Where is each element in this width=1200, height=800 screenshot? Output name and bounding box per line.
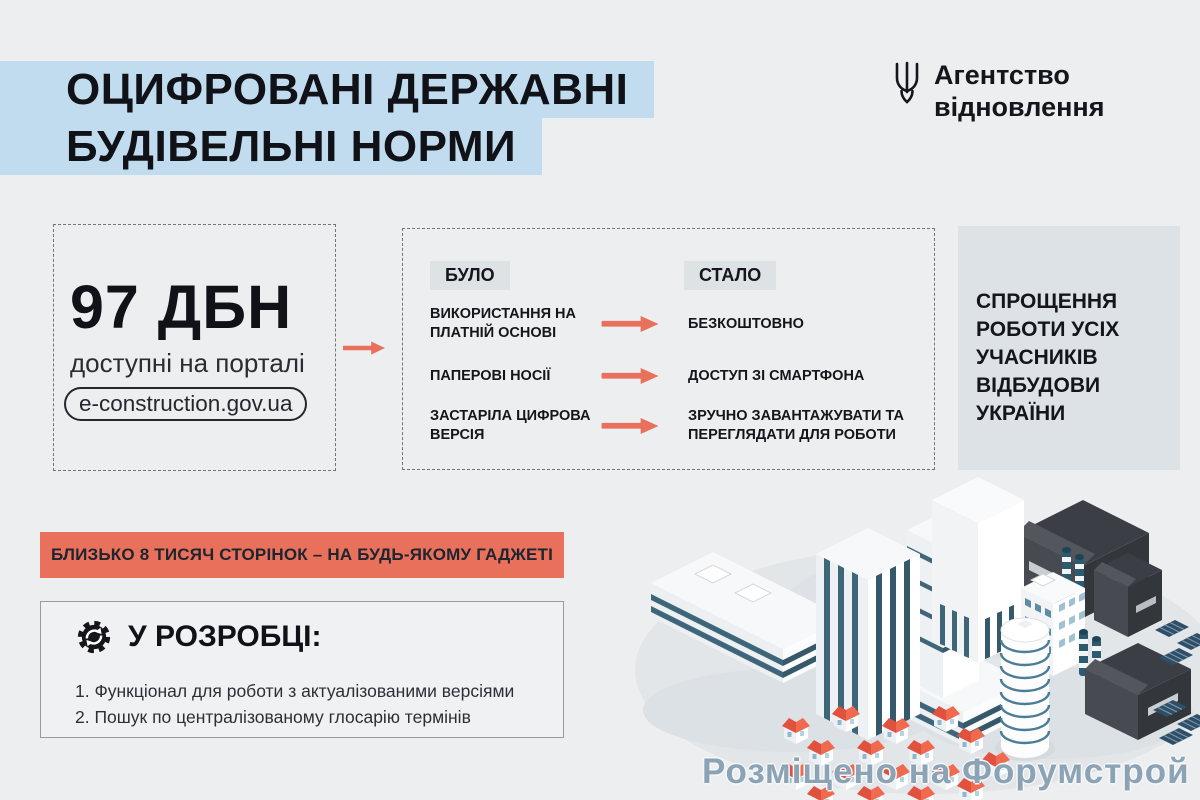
agency-name bbox=[934, 60, 1104, 123]
watermark: Розміщено на Форумстрой bbox=[702, 752, 1190, 791]
ukraine-trident-icon bbox=[892, 60, 922, 113]
agency-name-line2: відновлення bbox=[934, 91, 1105, 122]
after-text: ДОСТУП ЗІ СМАРТФОНА bbox=[688, 367, 865, 384]
agency-name-line1: Агентство bbox=[934, 60, 1070, 90]
portal-url-link[interactable]: e-construction.gov.ua bbox=[64, 387, 307, 421]
benefit-line: УКРАЇНИ bbox=[976, 401, 1066, 425]
dev-list-item: 2. Пошук по централізованому глосарію термінів bbox=[75, 707, 471, 728]
comparison-box bbox=[402, 228, 935, 470]
right-arrow-icon bbox=[600, 316, 660, 332]
in-development-header bbox=[75, 618, 322, 656]
city-illustration bbox=[633, 458, 1200, 800]
before-text: ПАПЕРОВІ НОСІЇ bbox=[430, 367, 551, 384]
stat-count: 97 ДБН bbox=[70, 273, 293, 341]
comparison-row bbox=[430, 403, 922, 449]
after-text: БЕЗКОШТОВНО bbox=[688, 315, 804, 332]
benefit-line: ВІДБУДОВИ bbox=[976, 373, 1101, 397]
comparison-row bbox=[430, 353, 922, 399]
in-development-title: У РОЗРОБЦІ: bbox=[128, 620, 322, 653]
benefit-line: РОБОТИ УСІХ bbox=[976, 317, 1120, 341]
comparison-row bbox=[430, 301, 922, 347]
in-development-box bbox=[40, 601, 564, 738]
agency-logo bbox=[892, 60, 1104, 123]
before-text: ВИКОРИСТАННЯ НА ПЛАТНІЙ ОСНОВІ bbox=[430, 306, 576, 341]
page-title-line1: ОЦИФРОВАНІ ДЕРЖАВНІ bbox=[0, 61, 654, 118]
striped-tower bbox=[816, 528, 920, 740]
page-title-line2: БУДІВЕЛЬНІ НОРМИ bbox=[0, 118, 542, 175]
benefit-line: СПРОЩЕННЯ bbox=[976, 290, 1118, 313]
gear-sync-icon bbox=[75, 618, 113, 656]
dev-list-item: 1. Функціонал для роботи з актуалізованими версіями bbox=[75, 681, 515, 701]
right-arrow-icon bbox=[343, 338, 385, 358]
right-arrow-icon bbox=[600, 418, 660, 434]
stat-subtitle: доступні на порталі bbox=[70, 348, 305, 378]
benefit-line: УЧАСНИКІВ bbox=[976, 345, 1098, 369]
before-column-label: БУЛО bbox=[430, 261, 510, 290]
right-arrow-icon bbox=[600, 368, 660, 384]
round-tower bbox=[995, 618, 1055, 761]
after-text: ЗРУЧНО ЗАВАНТАЖУВАТИ ТА ПЕРЕГЛЯДАТИ ДЛЯ РОБОТИ bbox=[688, 408, 904, 443]
stat-box bbox=[53, 224, 336, 471]
page-title bbox=[0, 61, 654, 175]
pages-banner: БЛИЗЬКО 8 ТИСЯЧ СТОРІНОК – НА БУДЬ-ЯКОМУ ГАДЖЕТІ bbox=[40, 532, 564, 578]
before-text: ЗАСТАРІЛА ЦИФРОВА ВЕРСІЯ bbox=[430, 408, 591, 443]
after-column-label: СТАЛО bbox=[684, 261, 776, 290]
in-development-list bbox=[75, 678, 514, 731]
benefit-panel bbox=[958, 226, 1180, 470]
factory bbox=[1094, 553, 1162, 637]
